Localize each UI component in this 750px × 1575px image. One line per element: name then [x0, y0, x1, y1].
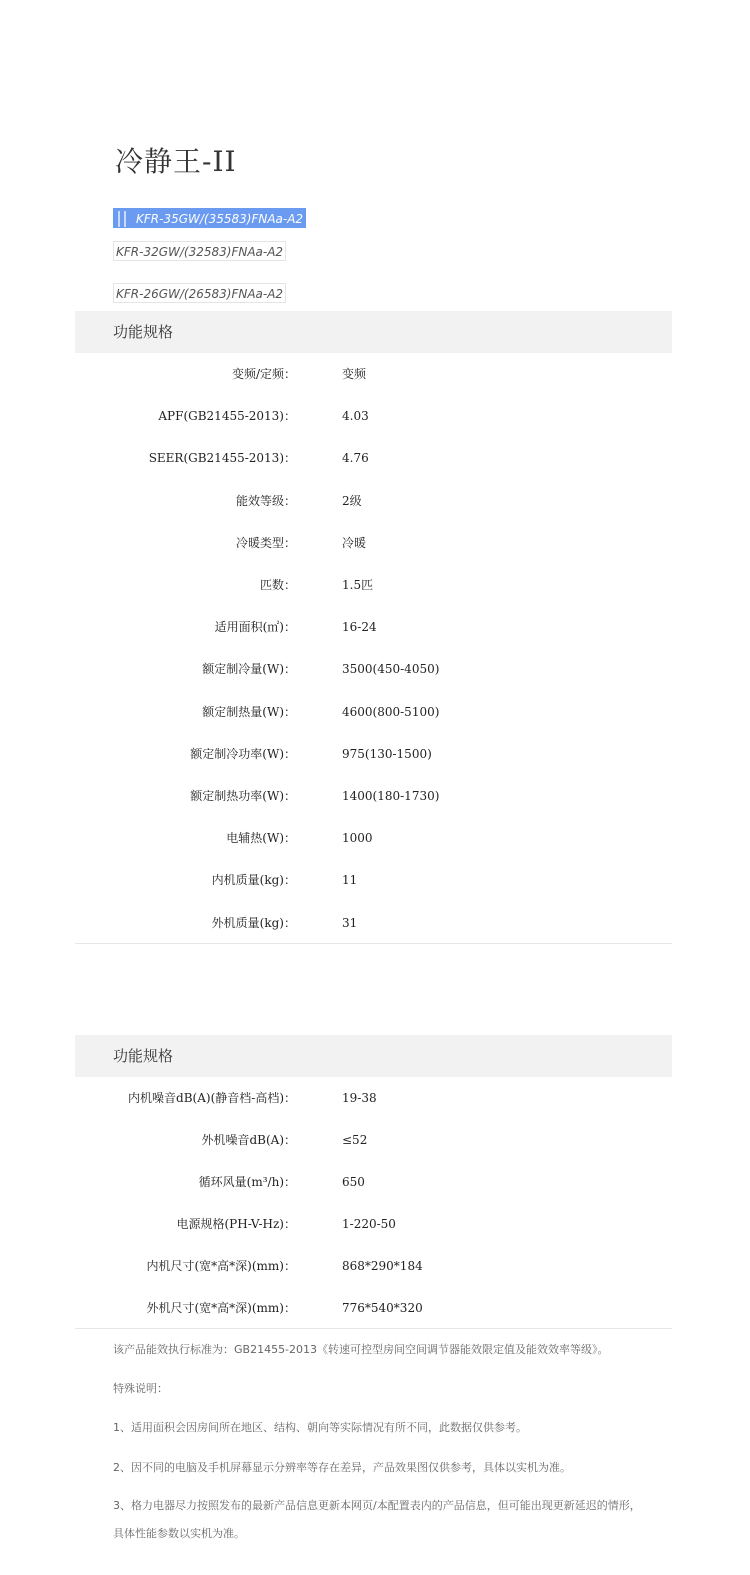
spec-value: 776*540*320 [342, 1301, 423, 1315]
spec-value: ≤52 [342, 1133, 368, 1147]
spec-value: 4.03 [342, 409, 369, 424]
spec-value: 11 [342, 873, 358, 888]
spec-label: SEER(GB21455-2013)： [148, 451, 296, 466]
spec-value: 975(130-1500) [342, 746, 432, 761]
model-option-32gw[interactable]: KFR-32GW/(32583)FNAa-A2 [113, 241, 286, 261]
notes-divider [75, 1328, 672, 1329]
note-item-1: 1、适用面积会因房间所在地区、结构、朝向等实际情况有所不同，此数据仅供参考。 [113, 1421, 527, 1434]
spec-label: 外机质量(kg)： [211, 915, 296, 930]
spec-row [0, 1130, 750, 1150]
spec-label: 额定制热量(W)： [202, 704, 296, 719]
product-title: 冷静王-II [115, 145, 237, 178]
spec-row [0, 1088, 750, 1108]
spec-row [0, 828, 750, 848]
spec-value: 868*290*184 [342, 1259, 423, 1273]
spec-value: 31 [342, 915, 358, 930]
section-divider [75, 943, 672, 944]
spec-row [0, 744, 750, 764]
spec-row [0, 913, 750, 933]
spec-value: 4.76 [342, 451, 369, 466]
spec-value: 4600(800-5100) [342, 704, 440, 719]
spec-label: 外机尺寸(宽*高*深)(mm)： [146, 1301, 296, 1315]
spec-label: 电源规格(PH-V-Hz)： [176, 1217, 296, 1231]
spec-value: 冷暖 [342, 535, 367, 550]
spec-row [0, 786, 750, 806]
spec-value: 19-38 [342, 1091, 377, 1105]
spec-row [0, 702, 750, 722]
standard-note: 该产品能效执行标准为：GB21455-2013《转速可控型房间空间调节器能效限定值及能效效率等级》。 [113, 1343, 609, 1356]
spec-section-header-1: 功能规格 [75, 311, 672, 353]
spec-value: 16-24 [342, 620, 377, 635]
spec-label: 内机噪音dB(A)(静音档-高档)： [128, 1091, 296, 1105]
spec-label: 额定制热功率(W)： [190, 789, 296, 803]
model-option-26gw[interactable]: KFR-26GW/(26583)FNAa-A2 [113, 283, 286, 303]
spec-value: 变频 [342, 367, 367, 381]
spec-label: 匹数： [259, 578, 296, 592]
spec-row [0, 1214, 750, 1234]
spec-label: APF(GB21455-2013)： [158, 409, 296, 424]
spec-value: 1.5匹 [342, 578, 374, 592]
spec-row [0, 1298, 750, 1318]
spec-label: 冷暖类型： [235, 535, 296, 550]
spec-label: 循环风量(m³/h)： [198, 1175, 296, 1189]
spec-row [0, 1256, 750, 1276]
spec-row [0, 659, 750, 679]
spec-label: 电辅热(W)： [226, 831, 296, 846]
spec-row [0, 533, 750, 553]
spec-row [0, 364, 750, 384]
spec-row [0, 575, 750, 595]
spec-value: 1-220-50 [342, 1217, 396, 1231]
spec-value: 1400(180-1730) [342, 789, 440, 803]
spec-section-header-2: 功能规格 [75, 1035, 672, 1077]
spec-value: 1000 [342, 831, 373, 846]
spec-label: 能效等级： [235, 493, 296, 508]
spec-value: 650 [342, 1175, 365, 1189]
model-option-35gw[interactable]: KFR-35GW/(35583)FNAa-A2 [113, 208, 306, 228]
spec-value: 2级 [342, 493, 362, 508]
spec-row [0, 448, 750, 468]
spec-row [0, 406, 750, 426]
spec-label: 额定制冷量(W)： [202, 662, 296, 677]
spec-label: 内机质量(kg)： [211, 873, 296, 888]
note-item-3: 3、格力电器尽力按照发布的最新产品信息更新本网页/本配置表内的产品信息，但可能出现更新延迟的情形，具体性能参数以实机为准。 [113, 1499, 641, 1540]
spec-row [0, 617, 750, 637]
spec-row [0, 1172, 750, 1192]
special-title: 特殊说明： [113, 1382, 168, 1395]
spec-label: 内机尺寸(宽*高*深)(mm)： [146, 1259, 296, 1273]
note-item-2: 2、因不同的电脑及手机屏幕显示分辨率等存在差异，产品效果图仅供参考，具体以实机为准。 [113, 1461, 571, 1474]
spec-label: 额定制冷功率(W)： [190, 746, 296, 761]
spec-row [0, 870, 750, 890]
spec-label: 适用面积(㎡)： [214, 620, 296, 635]
spec-row [0, 491, 750, 511]
spec-value: 3500(450-4050) [342, 662, 440, 677]
spec-label: 变频/定频： [231, 367, 296, 381]
spec-label: 外机噪音dB(A)： [201, 1133, 296, 1147]
